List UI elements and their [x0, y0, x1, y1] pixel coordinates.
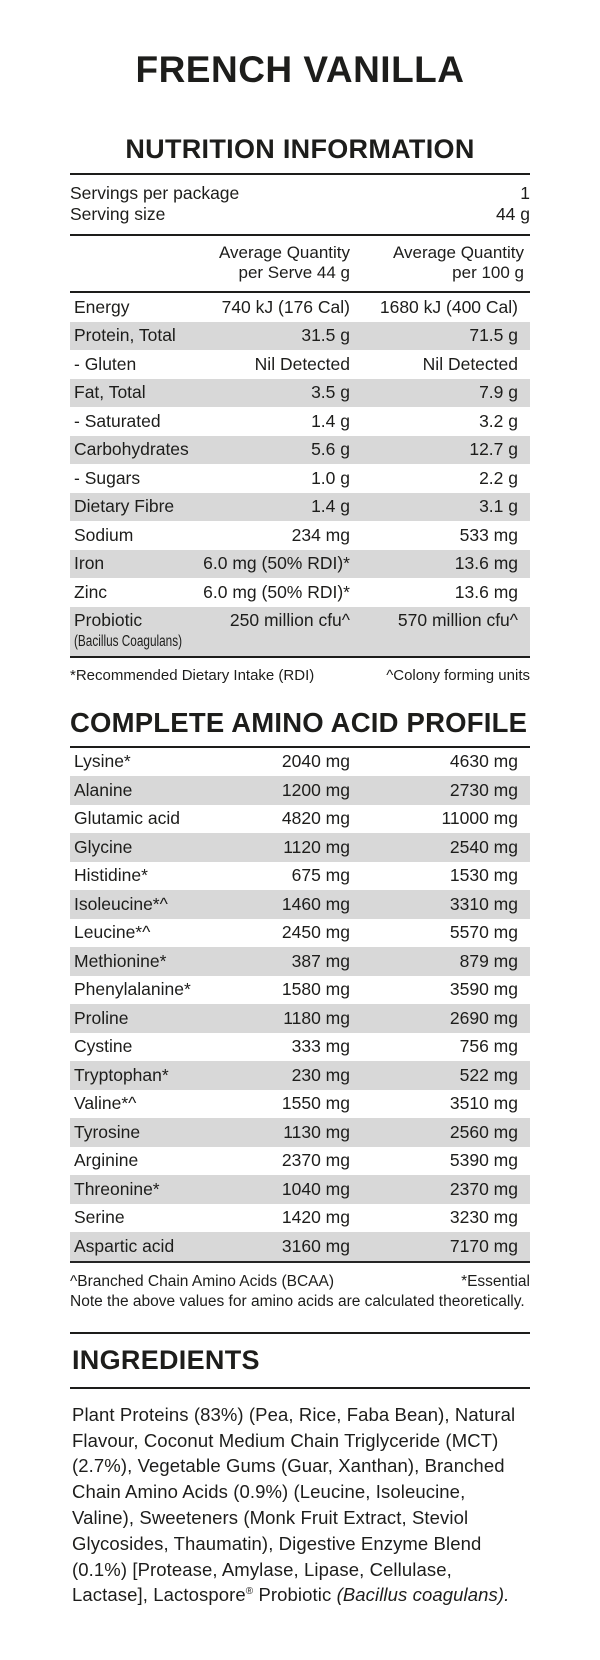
- per-serve-value: 31.5 g: [301, 325, 350, 346]
- nutrient-name-cell: [70, 412, 200, 432]
- per-serve-value: 234 mg: [291, 524, 350, 545]
- per-100g-value: 3310 mg: [449, 893, 518, 914]
- per-100g-value: 1680 kJ (400 Cal): [379, 296, 518, 317]
- amino-acid-name-cell: [70, 952, 200, 972]
- nutrient-name-cell: [70, 497, 200, 517]
- nutrition-table-row: [70, 436, 530, 465]
- nutrition-table-row: [70, 407, 530, 436]
- servings-per-package-label: Servings per package: [70, 183, 240, 204]
- amino-acid-name: Histidine*: [74, 865, 148, 886]
- nutrition-table-row: [70, 293, 530, 322]
- per-serve-value: 1180 mg: [283, 1007, 350, 1028]
- amino-acid-name: Glutamic acid: [74, 808, 181, 829]
- nutrient-name-cell: [70, 554, 200, 574]
- per-100g-header-line1: Average Quantity: [392, 243, 524, 263]
- amino-acid-name-cell: [70, 838, 200, 858]
- per-100g-value: 4630 mg: [449, 751, 518, 772]
- amino-acid-name: Tyrosine: [74, 1121, 141, 1142]
- amino-acid-table-row: [70, 748, 530, 777]
- nutrient-name: Carbohydrates: [74, 439, 189, 460]
- per-serve-value: 4820 mg: [281, 808, 350, 829]
- amino-acid-name: Isoleucine*^: [74, 893, 168, 914]
- nutrition-information-heading: NUTRITION INFORMATION: [125, 133, 475, 164]
- amino-acid-table-row: [70, 890, 530, 919]
- nutrient-name: Fat, Total: [74, 382, 146, 403]
- per-100g-value: 2690 mg: [449, 1007, 518, 1028]
- amino-acid-table-row: [70, 1090, 530, 1119]
- amino-acid-table-row: [70, 976, 530, 1005]
- amino-acid-name-cell: [70, 1151, 200, 1171]
- amino-acid-table-row: [70, 947, 530, 976]
- nutrition-table-row: [70, 493, 530, 522]
- nutrient-name: Sodium: [74, 524, 134, 545]
- per-100g-value: Nil Detected: [422, 353, 518, 374]
- per-100g-value: 3.2 g: [479, 410, 518, 431]
- per-100g-value: 12.7 g: [469, 439, 518, 460]
- serving-size-row: [70, 204, 530, 225]
- nutrient-name: Energy: [74, 296, 130, 317]
- per-serve-value: 1460 mg: [281, 893, 350, 914]
- per-100g-value: 1530 mg: [449, 865, 518, 886]
- per-serve-value: 1.4 g: [311, 410, 350, 431]
- amino-acid-table-row: [70, 1061, 530, 1090]
- nutrient-subname: (Bacillus Coagulans): [74, 632, 183, 650]
- per-100g-value: 533 mg: [459, 524, 518, 545]
- nutrient-name-cell: [70, 469, 200, 489]
- per-100g-value: 7170 mg: [449, 1235, 518, 1256]
- amino-acid-name-cell: [70, 980, 200, 1000]
- per-serve-value: 333 mg: [291, 1036, 350, 1057]
- per-100g-value: 2560 mg: [449, 1121, 518, 1142]
- amino-acid-name-cell: [70, 923, 200, 943]
- bcaa-footnote: ^Branched Chain Amino Acids (BCAA): [70, 1273, 335, 1291]
- amino-acid-name: Cystine: [74, 1036, 133, 1057]
- amino-acid-name-cell: [70, 1094, 200, 1114]
- amino-acid-name: Methionine*: [74, 950, 167, 971]
- serving-info: [70, 183, 530, 224]
- per-100g-value: 3.1 g: [479, 496, 518, 517]
- per-100g-value: 3590 mg: [449, 979, 518, 1000]
- amino-acid-table: [70, 748, 530, 1261]
- ingredients-list: [70, 1402, 530, 1608]
- per-serve-value: Nil Detected: [254, 353, 350, 374]
- amino-acid-name: Arginine: [74, 1150, 139, 1171]
- amino-acid-name-cell: [70, 1066, 200, 1086]
- nutrition-table-row: [70, 521, 530, 550]
- essential-footnote: *Essential: [461, 1273, 530, 1291]
- per-100g-value: 13.6 mg: [454, 581, 518, 602]
- per-100g-value: 2370 mg: [449, 1178, 518, 1199]
- per-serve-value: 740 kJ (176 Cal): [221, 296, 350, 317]
- servings-per-package-row: [70, 183, 530, 204]
- per-100g-value: 5390 mg: [449, 1150, 518, 1171]
- amino-acid-name-cell: [70, 866, 200, 886]
- amino-acid-name: Leucine*^: [74, 922, 151, 943]
- per-100g-header-line2: per 100 g: [452, 263, 524, 283]
- nutrition-table-row: [70, 322, 530, 351]
- serving-size-value: 44 g: [495, 203, 530, 224]
- nutrition-column-headers: [70, 236, 530, 291]
- nutrient-name-cell: [70, 326, 200, 346]
- per-serve-value: 3160 mg: [281, 1235, 350, 1256]
- amino-acid-table-row: [70, 919, 530, 948]
- ingredients-heading: INGREDIENTS: [72, 1345, 260, 1376]
- nutrition-table-row: [70, 464, 530, 493]
- amino-acid-name-cell: [70, 1180, 200, 1200]
- amino-acid-table-row: [70, 1033, 530, 1062]
- per-serve-value: 1120 mg: [283, 836, 350, 857]
- amino-acid-table-row: [70, 1004, 530, 1033]
- registered-trademark-symbol: ®: [245, 1586, 254, 1598]
- per-serve-value: 2450 mg: [281, 922, 350, 943]
- per-serve-value: 1550 mg: [281, 1093, 350, 1114]
- amino-acid-table-row: [70, 1147, 530, 1176]
- per-100g-value: 879 mg: [459, 950, 518, 971]
- amino-acid-name-cell: [70, 895, 200, 915]
- per-serve-value: 5.6 g: [311, 439, 350, 460]
- ingredients-text: Plant Proteins (83%) (Pea, Rice, Faba Bean), Natural Flavour, Coconut Medium Chain Triglyceride (MCT) (2.7%), Vegetable Gums (Guar, Xanthan), Branched Chain Amino Acids (0.9%) (Leucine, Isoleucine, Valine), Sweeteners (Monk Fruit Extract, Steviol Glycosides, Thaumatin), Digestive Enzyme Blend (0.1%) [Protease, Amylase, Lipase, Cellulase, Lactase], Lactospore: [72, 1403, 516, 1606]
- amino-footnotes: [70, 1263, 530, 1291]
- nutrition-table-row: [70, 578, 530, 607]
- per-serve-value: 6.0 mg (50% RDI)*: [203, 553, 350, 574]
- nutrient-name: Iron: [74, 553, 105, 574]
- amino-acid-name-cell: [70, 1237, 200, 1257]
- per-serve-value: 1420 mg: [281, 1207, 350, 1228]
- probiotic-species-italic: (Bacillus coagulans).: [336, 1584, 510, 1606]
- per-serve-value: 2370 mg: [281, 1150, 350, 1171]
- per-100g-value: 7.9 g: [479, 382, 518, 403]
- per-100g-value: 3510 mg: [449, 1093, 518, 1114]
- per-serve-value: 1040 mg: [281, 1178, 350, 1199]
- amino-acid-name: Glycine: [74, 836, 133, 857]
- amino-acid-name: Alanine: [74, 779, 133, 800]
- nutrient-name: Dietary Fibre: [74, 496, 175, 517]
- nutrient-name: Probiotic: [74, 610, 143, 631]
- per-serve-value: 387 mg: [291, 950, 350, 971]
- per-serve-column-header: [200, 243, 350, 283]
- amino-acid-name: Serine: [74, 1207, 125, 1228]
- nutrient-name-cell: [70, 440, 200, 460]
- per-serve-value: 250 million cfu^: [229, 610, 350, 631]
- nutrient-name: - Gluten: [74, 353, 137, 374]
- nutrition-table-row: [70, 379, 530, 408]
- per-100g-value: 2.2 g: [479, 467, 518, 488]
- divider: [70, 173, 530, 175]
- nutrient-name: - Sugars: [74, 467, 141, 488]
- amino-acid-table-row: [70, 1118, 530, 1147]
- per-100g-value: 3230 mg: [449, 1207, 518, 1228]
- per-serve-value: 1.4 g: [311, 496, 350, 517]
- nutrition-table-row: [70, 550, 530, 579]
- per-100g-value: 522 mg: [459, 1064, 518, 1085]
- nutrition-table: [70, 293, 530, 656]
- rdi-footnote: *Recommended Dietary Intake (RDI): [70, 667, 315, 685]
- amino-acid-table-row: [70, 833, 530, 862]
- per-serve-value: 675 mg: [291, 865, 350, 886]
- per-serve-value: 3.5 g: [311, 382, 350, 403]
- amino-acid-name-cell: [70, 1037, 200, 1057]
- per-serve-value: 1200 mg: [281, 779, 350, 800]
- amino-acid-name-cell: [70, 1123, 200, 1143]
- nutrient-name: - Saturated: [74, 410, 161, 431]
- amino-acid-table-row: [70, 1175, 530, 1204]
- amino-acid-name-cell: [70, 809, 200, 829]
- per-serve-value: 1580 mg: [281, 979, 350, 1000]
- ingredients-text-continued: Probiotic: [253, 1584, 337, 1606]
- amino-acid-name: Threonine*: [74, 1178, 160, 1199]
- nutrition-table-row: [70, 607, 530, 657]
- amino-acid-name-cell: [70, 1009, 200, 1029]
- nutrient-name: Zinc: [74, 581, 108, 602]
- per-100g-value: 2540 mg: [449, 836, 518, 857]
- per-100g-column-header: [350, 243, 530, 283]
- nutrient-name-cell: [70, 611, 200, 652]
- per-100g-value: 756 mg: [459, 1036, 518, 1057]
- divider: [70, 1332, 530, 1334]
- per-serve-header-line1: Average Quantity: [218, 243, 350, 263]
- amino-acid-name: Valine*^: [74, 1093, 137, 1114]
- nutrient-name-cell: [70, 355, 200, 375]
- per-serve-value: 2040 mg: [281, 751, 350, 772]
- servings-per-package-value: 1: [520, 183, 530, 204]
- nutrient-name-cell: [70, 583, 200, 603]
- amino-acid-name-cell: [70, 752, 200, 772]
- per-100g-value: 570 million cfu^: [397, 610, 518, 631]
- amino-acid-name-cell: [70, 781, 200, 801]
- nutrition-footnotes: [70, 658, 530, 685]
- nutrient-name-cell: [70, 526, 200, 546]
- per-serve-value: 6.0 mg (50% RDI)*: [203, 581, 350, 602]
- per-serve-value: 230 mg: [291, 1064, 350, 1085]
- amino-acid-table-row: [70, 1232, 530, 1261]
- amino-acid-name-cell: [70, 1208, 200, 1228]
- amino-acid-table-row: [70, 776, 530, 805]
- amino-acid-name: Lysine*: [74, 751, 131, 772]
- per-serve-header-line2: per Serve 44 g: [238, 263, 350, 283]
- amino-acid-table-row: [70, 1204, 530, 1233]
- nutrient-name-cell: [70, 383, 200, 403]
- nutrition-table-row: [70, 350, 530, 379]
- serving-size-label: Serving size: [70, 203, 166, 224]
- amino-acid-name: Proline: [74, 1007, 129, 1028]
- per-100g-value: 5570 mg: [449, 922, 518, 943]
- per-100g-value: 2730 mg: [449, 779, 518, 800]
- per-serve-value: 1130 mg: [283, 1121, 350, 1142]
- amino-acid-name: Aspartic acid: [74, 1235, 175, 1256]
- nutrient-name: Protein, Total: [74, 325, 176, 346]
- amino-acid-table-row: [70, 862, 530, 891]
- amino-acid-table-row: [70, 805, 530, 834]
- nutrient-name-cell: [70, 298, 200, 318]
- amino-theoretical-note: Note the above values for amino acids are calculated theoretically.: [70, 1293, 525, 1311]
- cfu-footnote: ^Colony forming units: [386, 667, 530, 685]
- divider: [70, 1387, 530, 1389]
- amino-acid-profile-heading: COMPLETE AMINO ACID PROFILE: [70, 707, 528, 739]
- per-100g-value: 13.6 mg: [454, 553, 518, 574]
- amino-acid-name: Tryptophan*: [74, 1064, 169, 1085]
- per-100g-value: 11000 mg: [441, 808, 518, 829]
- amino-acid-name: Phenylalanine*: [74, 979, 191, 1000]
- product-flavor-title: FRENCH VANILLA: [135, 49, 465, 90]
- per-serve-value: 1.0 g: [311, 467, 350, 488]
- per-100g-value: 71.5 g: [469, 325, 518, 346]
